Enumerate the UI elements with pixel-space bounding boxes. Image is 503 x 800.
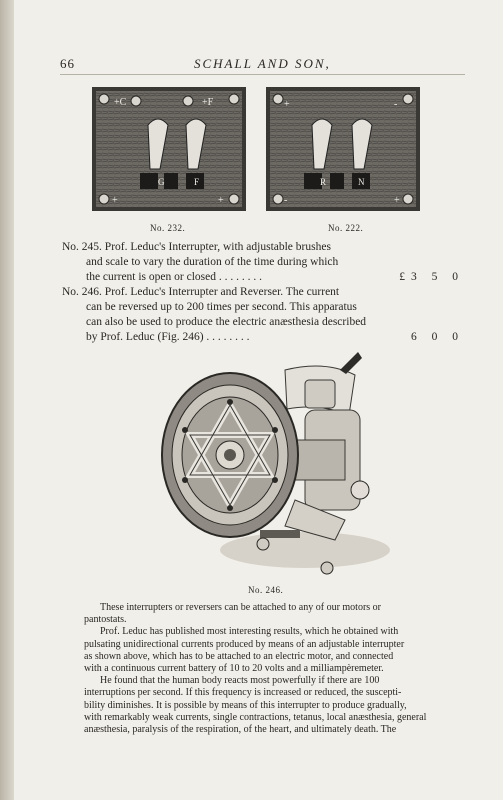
terminal-label-plus-right: +	[218, 195, 224, 206]
terminal-label-minus-top: -	[394, 99, 398, 110]
body-line: interruptions per second. If this frequency is increased or reduced, the suscepti-	[84, 687, 402, 699]
body-line: pulsating unidirectional currents produced by means of an adjustable interrupter	[84, 638, 405, 650]
terminal-label-plus-left: +	[112, 195, 118, 206]
lever-label-f: F	[194, 177, 200, 187]
entry-line: can be reversed up to 200 times per second. This apparatus	[86, 301, 357, 313]
catalogue-entry-245	[62, 240, 472, 285]
body-line: bility diminishes. It is possible by means of this interrupter to produce gradually,	[84, 699, 407, 711]
figure-246-caption: No. 246.	[248, 585, 284, 595]
body-text	[84, 602, 469, 752]
figure-222-caption: No. 222.	[328, 223, 364, 233]
body-line: He found that the human body reacts most powerfully if there are 100	[100, 675, 380, 687]
body-line: with remarkably weak currents, single contractions, tetanus, local anæsthesia, general	[84, 711, 427, 723]
running-title: SCHALL AND SON,	[194, 56, 331, 71]
figure-232-caption: No. 232.	[150, 223, 186, 233]
entry-line: No. 246. Prof. Leduc's Interrupter and Reverser. The current	[62, 286, 340, 298]
body-line: as shown above, which has to be attached to an electric motor, and connected	[84, 650, 394, 662]
body-line: pantostats.	[84, 614, 127, 626]
entry-line: and scale to vary the duration of the time during which	[86, 256, 339, 268]
entry-line: No. 245. Prof. Leduc's Interrupter, with adjustable brushes	[62, 241, 331, 253]
terminal-label-plus-bottom: +	[394, 195, 400, 206]
lever-label-n: N	[358, 177, 365, 187]
entry-price: 6 0 0	[411, 331, 464, 343]
switch-board-illustration	[90, 85, 248, 213]
body-line: Prof. Leduc has published most interesting results, which he obtained with	[100, 626, 399, 638]
figure-232-switch-board	[90, 85, 248, 213]
interrupter-illustration	[155, 350, 395, 580]
page-number: 66	[60, 56, 75, 71]
lever-label-g: G	[158, 177, 165, 187]
terminal-label-minus-bottom: -	[284, 195, 288, 206]
catalogue-entry-246	[62, 285, 472, 345]
entry-line: can also be used to produce the electric anæsthesia described	[86, 316, 367, 328]
body-line: These interrupters or reversers can be attached to any of our motors or	[100, 602, 382, 613]
header-rule	[60, 74, 465, 75]
entry-price: £3 5 0	[399, 271, 464, 283]
page-header	[60, 56, 480, 72]
figure-222-reverser-board	[264, 85, 422, 213]
body-line: anæsthesia, paralysis of the respiration, of the heart, and ultimately death. The	[84, 724, 397, 735]
lever-label-r: R	[320, 177, 327, 187]
figure-246-interrupter	[155, 350, 395, 580]
terminal-label-c: +C	[114, 97, 127, 108]
terminal-label-f: +F	[202, 97, 214, 108]
terminal-label-plus-top: +	[284, 99, 290, 110]
entry-line: by Prof. Leduc (Fig. 246) . . . . . . . .	[86, 331, 250, 343]
entry-line: the current is open or closed . . . . . . . .	[86, 271, 262, 283]
reverser-board-illustration	[264, 85, 422, 213]
body-line: with a continuous current battery of 10 to 20 volts and a milliampèremeter.	[84, 663, 384, 674]
